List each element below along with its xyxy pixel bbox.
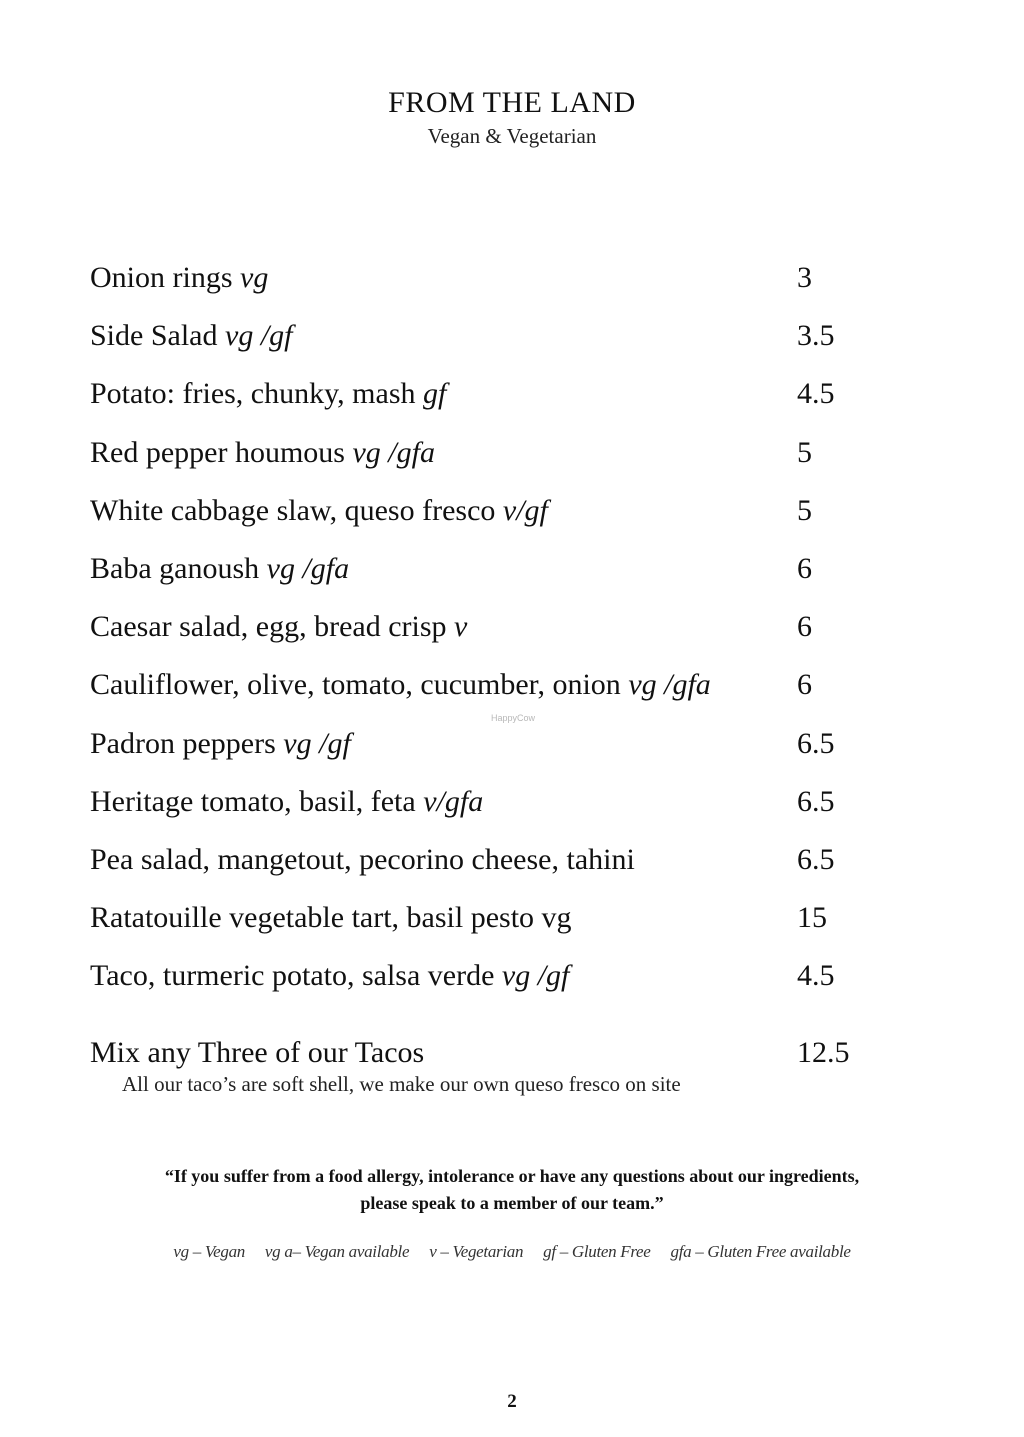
menu-item-diet-tags: vg /gfa bbox=[266, 551, 350, 585]
menu-item-diet-tags: v/gf bbox=[502, 493, 548, 527]
menu-item-price: 3 bbox=[797, 261, 812, 294]
menu-item-price: 6.5 bbox=[797, 784, 835, 818]
menu-item bbox=[90, 256, 890, 314]
legend-item: gfa – Gluten Free available bbox=[670, 1242, 851, 1261]
diet-legend bbox=[0, 1242, 1024, 1262]
menu-item-diet-tags: vg /gfa bbox=[628, 668, 711, 702]
menu-item bbox=[90, 314, 890, 372]
menu-item bbox=[90, 838, 890, 896]
menu-item-name: Heritage tomato, basil, feta bbox=[90, 784, 424, 818]
menu-item bbox=[90, 780, 890, 838]
menu-item-name: Red pepper houmous bbox=[90, 435, 353, 469]
menu-item bbox=[90, 431, 890, 489]
menu-item-diet-tags: vg /gf bbox=[501, 959, 570, 993]
page-number: 2 bbox=[507, 1391, 517, 1412]
happycow-watermark: HappyCow bbox=[491, 713, 536, 723]
taco-note: All our taco’s are soft shell, we make our own queso fresco on site bbox=[122, 1072, 681, 1096]
menu-item bbox=[90, 605, 890, 663]
menu-item-price: 3.5 bbox=[797, 319, 835, 353]
menu-item-diet-tags: v/gfa bbox=[423, 784, 484, 818]
menu-item bbox=[90, 489, 890, 547]
menu-item bbox=[90, 722, 890, 780]
menu-item-diet-tags: vg /gf bbox=[283, 726, 351, 760]
taco-mix-item bbox=[90, 1031, 890, 1075]
menu-item-price: 5 bbox=[797, 493, 812, 527]
menu-item-diet-tags: vg /gfa bbox=[352, 435, 435, 469]
legend-item: vg – Vegan bbox=[173, 1242, 245, 1261]
section-title: FROM THE LAND bbox=[388, 86, 636, 119]
menu-item-name: Pea salad, mangetout, pecorino cheese, tahini bbox=[90, 842, 635, 876]
menu-item-name: White cabbage slaw, queso fresco bbox=[90, 493, 503, 527]
menu-item-price: 5 bbox=[797, 435, 812, 469]
menu-item-price: 6 bbox=[797, 668, 812, 702]
menu-item-name: Cauliflower, olive, tomato, cucumber, onion bbox=[90, 668, 629, 702]
menu-item bbox=[90, 896, 890, 954]
legend-item: v – Vegetarian bbox=[429, 1242, 524, 1261]
legend-item: gf – Gluten Free bbox=[543, 1242, 651, 1261]
menu-item-price: 4.5 bbox=[797, 377, 835, 411]
menu-item-name: Onion rings bbox=[90, 261, 240, 294]
menu-item-price: 4.5 bbox=[797, 959, 835, 993]
menu-item bbox=[90, 954, 890, 1012]
legend-item: vg a– Vegan available bbox=[264, 1242, 410, 1261]
taco-mix-name: Mix any Three of our Tacos bbox=[90, 1036, 425, 1069]
menu-item bbox=[90, 663, 890, 721]
menu-item-price: 6.5 bbox=[797, 842, 835, 876]
menu-item-diet-tags: vg /gf bbox=[225, 319, 293, 353]
menu-item-price: 6 bbox=[797, 551, 812, 585]
menu-item-price: 15 bbox=[797, 901, 827, 935]
menu-item-name: Side Salad bbox=[90, 319, 225, 353]
menu-item-name: Baba ganoush bbox=[90, 551, 267, 585]
menu-item-price: 6.5 bbox=[797, 726, 835, 760]
menu-item-diet-tags: vg bbox=[240, 261, 269, 294]
menu-item bbox=[90, 547, 890, 605]
menu-item-diet-tags: gf bbox=[423, 377, 447, 411]
menu-item-name: Padron peppers bbox=[90, 726, 284, 760]
menu-item-diet-tags: v bbox=[454, 610, 468, 644]
menu-item-name: Caesar salad, egg, bread crisp bbox=[90, 610, 455, 644]
menu-list bbox=[90, 256, 890, 1012]
menu-item bbox=[90, 372, 890, 430]
taco-mix-price: 12.5 bbox=[797, 1036, 850, 1069]
section-subtitle: Vegan & Vegetarian bbox=[427, 124, 597, 148]
menu-item-name: Taco, turmeric potato, salsa verde bbox=[90, 959, 502, 993]
allergy-notice-line: please speak to a member of our team.” bbox=[360, 1193, 664, 1213]
menu-item-price: 6 bbox=[797, 610, 812, 644]
menu-item-name: Ratatouille vegetable tart, basil pesto vg bbox=[90, 901, 572, 935]
allergy-notice bbox=[0, 1163, 1024, 1217]
allergy-notice-line: “If you suffer from a food allergy, intolerance or have any questions about our ingredients, bbox=[164, 1166, 860, 1186]
menu-item-name: Potato: fries, chunky, mash bbox=[90, 377, 424, 411]
